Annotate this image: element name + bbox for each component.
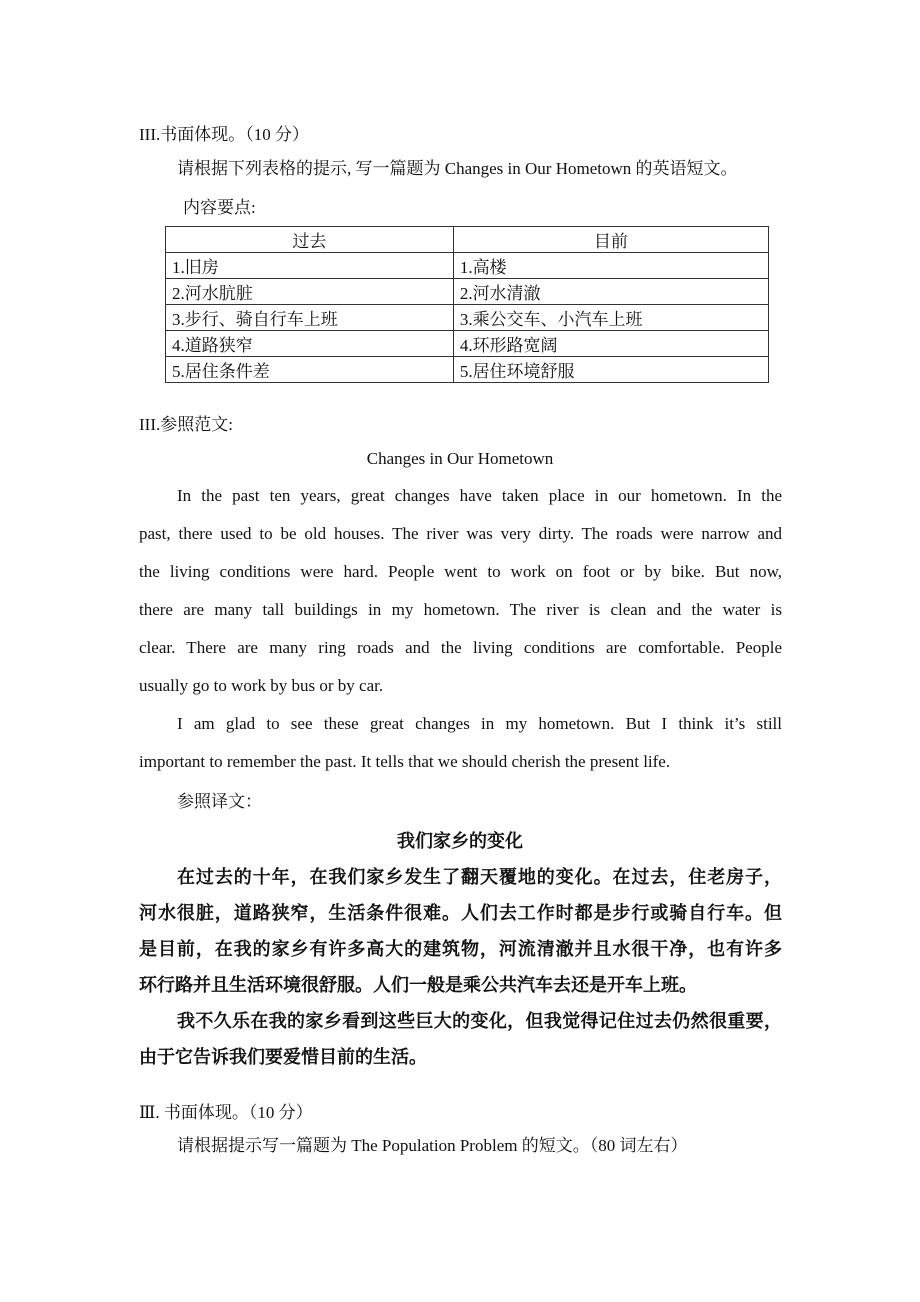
- essay-line: clear. There are many ring roads and the living conditions are comfortable. People: [139, 638, 782, 657]
- table-row: [166, 253, 769, 279]
- table-header-row: [166, 227, 769, 253]
- table-cell: 4.道路狭窄: [166, 331, 454, 357]
- table-row: [166, 331, 769, 357]
- column-header-present: 目前: [453, 227, 768, 253]
- content-points-table: [165, 226, 769, 383]
- table-row: [166, 357, 769, 383]
- essay-line: I am glad to see these great changes in my hometown. But I think it’s still: [177, 714, 782, 733]
- translation-line: 在过去的十年，在我们家乡发生了翻天覆地的变化。在过去，住老房子，: [177, 867, 782, 888]
- translation-label: 参照译文：: [177, 792, 262, 811]
- table-cell: 1.旧房: [166, 253, 454, 279]
- sample-label: III.参照范文:: [139, 415, 233, 434]
- writing-instruction: 请根据下列表格的提示, 写一篇题为 Changes in Our Hometown 的英语短文。: [177, 159, 738, 178]
- table-cell: 2.河水肮脏: [166, 279, 454, 305]
- table-cell: 5.居住环境舒服: [453, 357, 768, 383]
- translation-line: 由于它告诉我们要爱惜目前的生活。: [139, 1047, 427, 1068]
- table-row: [166, 279, 769, 305]
- table-cell: 3.乘公交车、小汽车上班: [453, 305, 768, 331]
- essay-line: In the past ten years, great changes have taken place in our hometown. In the: [177, 486, 782, 505]
- table-cell: 3.步行、骑自行车上班: [166, 305, 454, 331]
- table-cell: 5.居住条件差: [166, 357, 454, 383]
- translation-line: 是目前，在我的家乡有许多高大的建筑物，河流清澈并且水很干净，也有许多: [139, 939, 782, 960]
- table-cell: 4.环形路宽阔: [453, 331, 768, 357]
- sample-title: Changes in Our Hometown: [366, 449, 554, 468]
- section2-heading: Ⅲ. 书面体现。（10 分）: [139, 1103, 313, 1122]
- sample-essay: [139, 477, 782, 781]
- essay-line: the living conditions were hard. People went to work on foot or by bike. But now,: [139, 562, 782, 581]
- translation-text: [139, 860, 782, 1076]
- section2-instruction: 请根据提示写一篇题为 The Population Problem 的短文。（80 词左右）: [177, 1136, 688, 1155]
- table-cell: 1.高楼: [453, 253, 768, 279]
- section-heading: III.书面体现。（10 分）: [139, 125, 309, 144]
- translation-line: 我不久乐在我的家乡看到这些巨大的变化，但我觉得记住过去仍然很重要，: [177, 1011, 782, 1032]
- table-cell: 2.河水清澈: [453, 279, 768, 305]
- translation-line: 河水很脏，道路狭窄，生活条件很难。人们去工作时都是步行或骑自行车。但: [139, 903, 782, 924]
- essay-line: usually go to work by bus or by car.: [139, 676, 384, 695]
- essay-line: there are many tall buildings in my hometown. The river is clean and the water is: [139, 600, 782, 619]
- column-header-past: 过去: [166, 227, 454, 253]
- table-row: [166, 305, 769, 331]
- essay-line: important to remember the past. It tells that we should cherish the present life.: [139, 752, 671, 771]
- translation-line: 环行路并且生活环境很舒服。人们一般是乘公共汽车去还是开车上班。: [139, 975, 697, 996]
- translation-title: 我们家乡的变化: [397, 831, 523, 852]
- points-label: 内容要点:: [183, 198, 256, 217]
- essay-line: past, there used to be old houses. The river was very dirty. The roads were narrow and: [139, 524, 782, 543]
